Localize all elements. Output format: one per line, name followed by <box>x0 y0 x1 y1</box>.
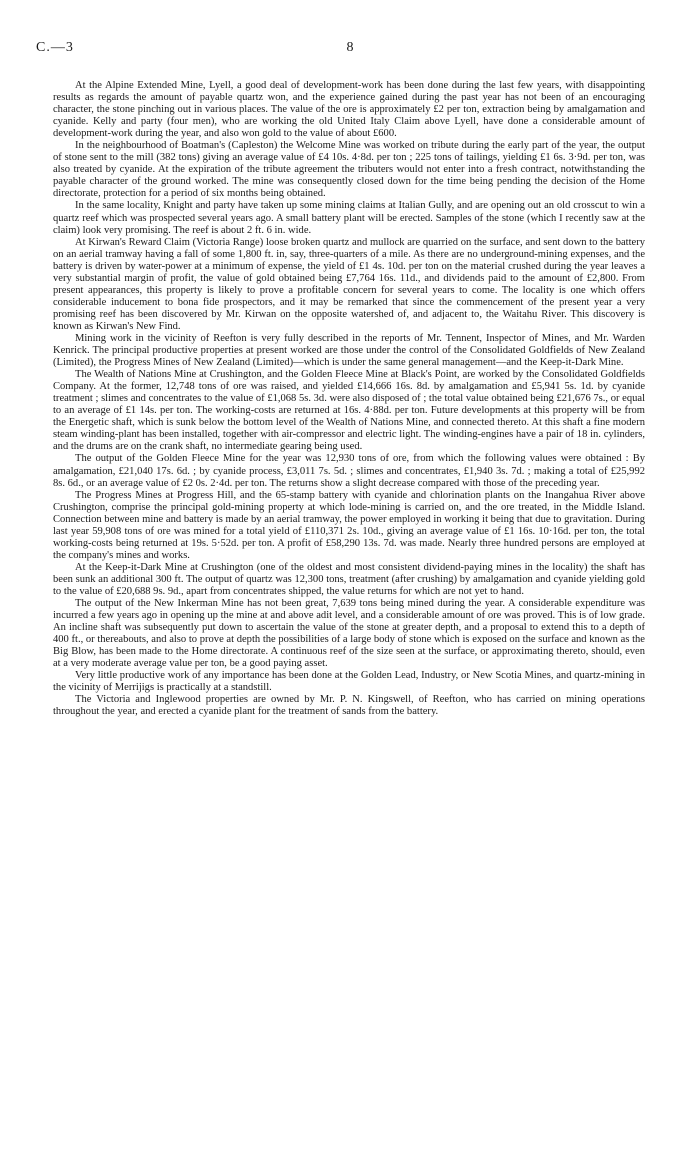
page-number: 8 <box>346 40 354 55</box>
paragraph-progress-mines: The Progress Mines at Progress Hill, and the 65-stamp battery with cyanide and chlorination plants on the Inangahua River above Crushington, comprise the principal gold-mining property at which lode-mining is carried on, and the ore treated, in the Middle Island. Connection between mine and battery is made by an aerial tramway, the power employed in working it being that due to gravitation. During last year 59,908 tons of ore was mined for a total yield of £110,371 2s. 10d., giving an average value of £1 16s. 10·16d. per ton, the total working-costs being returned at 19s. 5·52d. per ton. A profit of £58,290 13s. 7d. was made. Nearly three hundred persons are employed at the company's mines and works. <box>53 489 645 561</box>
paragraph-italian-gully: In the same locality, Knight and party have taken up some mining claims at Italian Gully, and are opening out an old crosscut to win a quartz reef which was prospected several years ago. A small battery plant will be erected. Samples of the stone (which I recently saw at the claim) look very promising. The reef is about 2 ft. 6 in. wide. <box>53 200 645 236</box>
paragraph-victoria-inglewood: The Victoria and Inglewood properties are owned by Mr. P. N. Kingswell, of Reefton, who has carried on mining operations throughout the year, and erected a cyanide plant for the treatment of sands from the battery. <box>53 694 645 718</box>
paragraph-reefton: Mining work in the vicinity of Reefton is very fully described in the reports of Mr. Tennent, Inspector of Mines, and Mr. Warden Kenrick. The principal productive properties at present worked are those under the control of the Consolidated Goldfields of New Zealand (Limited), the Progress Mines of New Zealand (Limited)—which is under the same general management—and the Keep-it-Dark Mine. <box>53 332 645 369</box>
paragraph-keep-it-dark: At the Keep-it-Dark Mine at Crushington (one of the oldest and most consistent dividend-paying mines in the locality) the shaft has been sunk an additional 300 ft. The output of quartz was 12,300 tons, treatment (after crushing) by amalgamation and cyanide yielding gold to the value of £20,688 9s. 9d., apart from concentrates shipped, the value returns for which are not yet to hand. <box>53 561 645 597</box>
page-header <box>36 40 664 60</box>
paragraph-kirwans-reward: At Kirwan's Reward Claim (Victoria Range) loose broken quartz and mullock are quarried on the surface, and sent down to the battery on an aerial tramway having a fall of some 1,800 ft. in, say, three-quarters of a mile. As there are no underground-mining expenses, and the battery is driven by water-power at a minimum of expense, the yield of £1 4s. 10d. per ton on the material crushed during the year leaves a very substantial margin of profit, the value of gold obtained being £7,764 16s. 11d., and dividends paid to the amount of £2,800. From present appearances, this property is likely to prove a profitable concern for several years to come. The locality is one which offers considerable inducement to bona fide prospectors, and it may be remarked that since the commencement of the present year a very promising reef has been discovered by Mr. Kirwan on the opposite watershed of, and adjacent to, the Waitahu River. This discovery is known as Kirwan's New Find. <box>53 236 645 332</box>
paragraph-welcome-mine: In the neighbourhood of Boatman's (Capleston) the Welcome Mine was worked on tribute during the early part of the year, the output of stone sent to the mill (382 tons) giving an average value of £4 10s. 4·8d. per ton ; 225 tons of tailings, yielding £1 6s. 3·9d. per ton, was also treated by cyanide. At the expiration of the tribute agreement the tributers would not enter into a fresh contract, notwithstanding the payable character of the ground worked. The mine was consequently closed down for the time being pending the decision of the Home directorate, protection for a period of six months being obtained. <box>53 140 645 200</box>
report-body <box>53 80 645 718</box>
paragraph-golden-lead: Very little productive work of any importance has been done at the Golden Lead, Industry, or New Scotia Mines, and quartz-mining in the vicinity of Merrijigs is practically at a standstill. <box>53 670 645 694</box>
paragraph-golden-fleece: The output of the Golden Fleece Mine for the year was 12,930 tons of ore, from which the following values were obtained : By amalgamation, £21,040 17s. 6d. ; by cyanide process, £3,011 7s. 5d. ; slimes and concentrates, £1,940 3s. 7d. ; making a total of £25,992 8s. 6d., or an average value of £2 0s. 2·4d. per ton. The returns show a slight decrease compared with those of the preceding year. <box>53 453 645 489</box>
document-reference: C.—3 <box>36 40 74 55</box>
paragraph-new-inkerman: The output of the New Inkerman Mine has not been great, 7,639 tons being mined during the year. A considerable expenditure was incurred a few years ago in opening up the mine at and above adit level, and a considerable amount of ore was proved. This is of low grade. An incline shaft was subsequently put down to ascertain the value of the stone at greater depth, and a proposal to extend this to a depth of 400 ft., or thereabouts, and also to prove at depth the possibilities of a large body of stone which is exposed on the surface and known as the Big Blow, has been made to the Home directorate. A continuous reef of the size seen at the surface, or approximating thereto, should, even at a very moderate average value per ton, be a good paying asset. <box>53 598 645 670</box>
paragraph-alpine-extended: At the Alpine Extended Mine, Lyell, a good deal of development-work has been done during the last few years, with disappointing results as regards the amount of payable quartz won, and the experience gained during the past year has not been of an encouraging character, the stone pinching out in various places. The value of the ore is approximately £2 per ton, extraction being by amalgamation and cyanide. Kelly and party (four men), who are working the old United Italy Claim above Lyell, have done a considerable amount of development-work during the year, and also won gold to the value of about £600. <box>53 80 645 140</box>
paragraph-wealth-of-nations: The Wealth of Nations Mine at Crushington, and the Golden Fleece Mine at Black's Point, are worked by the Consolidated Goldfields Company. At the former, 12,748 tons of ore was raised, and yielded £14,666 16s. 8d. by amalgamation and £5,941 5s. 1d. by cyanide treatment ; slimes and concentrates to the value of £1,068 5s. 3d. were also disposed of ; the total value obtained being £21,676 7s., or equal to an average of £1 14s. per ton. The working-costs are returned at 16s. 4·88d. per ton. Future developments at this property will be from the Energetic shaft, which is sunk below the bottom level of the Wealth of Nations Mine, and connected thereto. At this shaft a fine modern steam winding-plant has been installed, together with air-compressor and electric light. The winding-engines have a pair of 18 in. cylinders, and the drums are on the crank shaft, no intermediate gearing being used. <box>53 369 645 453</box>
